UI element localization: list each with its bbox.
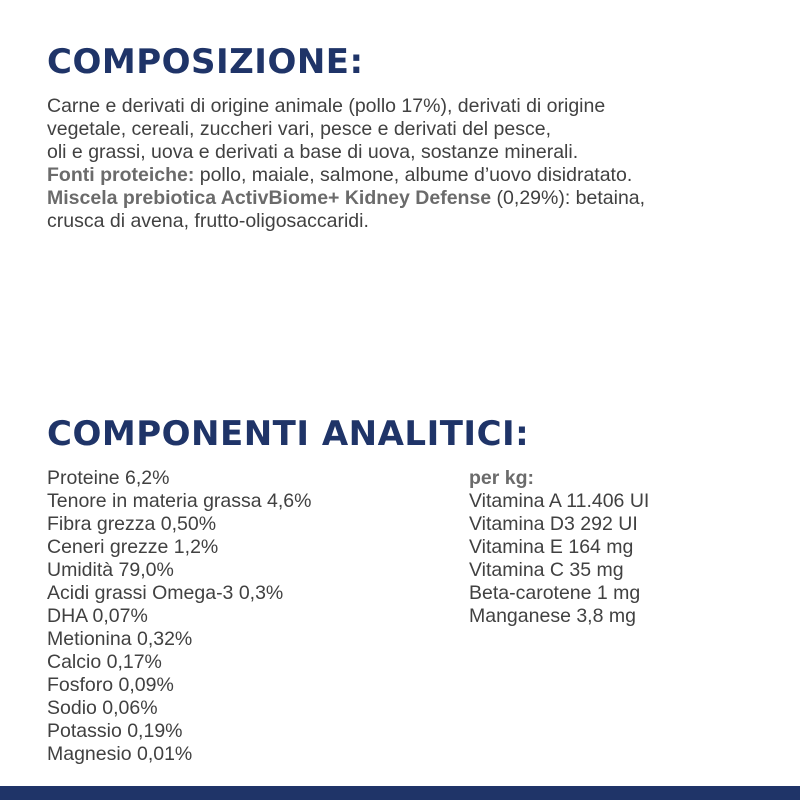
vitamin-item: Vitamina E 164 mg xyxy=(469,536,634,558)
composition-line: vegetale, cereali, zuccheri vari, pesce e derivati del pesce, xyxy=(47,118,552,140)
composition-paragraph xyxy=(47,95,767,233)
analytic-item: Proteine 6,2% xyxy=(47,467,170,489)
protein-sources-label: Fonti proteiche: xyxy=(47,164,195,186)
composition-line: crusca di avena, frutto-oligosaccaridi. xyxy=(47,210,369,232)
analytic-item: Ceneri grezze 1,2% xyxy=(47,536,219,558)
analytics-right-list xyxy=(469,467,649,628)
analytic-item: Calcio 0,17% xyxy=(47,651,162,673)
analytic-item: Fibra grezza 0,50% xyxy=(47,513,217,535)
analytic-item: Umidità 79,0% xyxy=(47,559,174,581)
vitamin-item: Vitamina C 35 mg xyxy=(469,559,624,581)
composition-heading: COMPOSIZIONE: xyxy=(47,42,364,82)
analytic-item: DHA 0,07% xyxy=(47,605,148,627)
analytic-item: Magnesio 0,01% xyxy=(47,743,193,765)
vitamin-item: Beta-carotene 1 mg xyxy=(469,582,641,604)
vitamin-item: Vitamina A 11.406 UI xyxy=(469,490,650,512)
prebiotic-label: Miscela prebiotica ActivBiome+ Kidney Defense xyxy=(47,187,492,209)
analytics-left-list xyxy=(47,467,311,766)
protein-sources-line xyxy=(47,164,767,187)
vitamin-item: Manganese 3,8 mg xyxy=(469,605,636,627)
analytic-item: Potassio 0,19% xyxy=(47,720,183,742)
analytic-item: Tenore in materia grassa 4,6% xyxy=(47,490,312,512)
analytic-item: Acidi grassi Omega-3 0,3% xyxy=(47,582,284,604)
composition-line: Carne e derivati di origine animale (pollo 17%), derivati di origine xyxy=(47,95,606,117)
protein-sources-text: pollo, maiale, salmone, albume d’uovo disidratato. xyxy=(194,164,633,186)
footer-bar xyxy=(0,786,800,800)
per-kg-header: per kg: xyxy=(469,467,535,489)
vitamin-item: Vitamina D3 292 UI xyxy=(469,513,638,535)
prebiotic-text: (0,29%): betaina, xyxy=(491,187,646,209)
analytic-item: Sodio 0,06% xyxy=(47,697,158,719)
composition-line: oli e grassi, uova e derivati a base di uova, sostanze minerali. xyxy=(47,141,579,163)
analytics-heading: COMPONENTI ANALITICI: xyxy=(47,414,530,454)
analytic-item: Metionina 0,32% xyxy=(47,628,193,650)
analytic-item: Fosforo 0,09% xyxy=(47,674,174,696)
prebiotic-line xyxy=(47,187,767,210)
